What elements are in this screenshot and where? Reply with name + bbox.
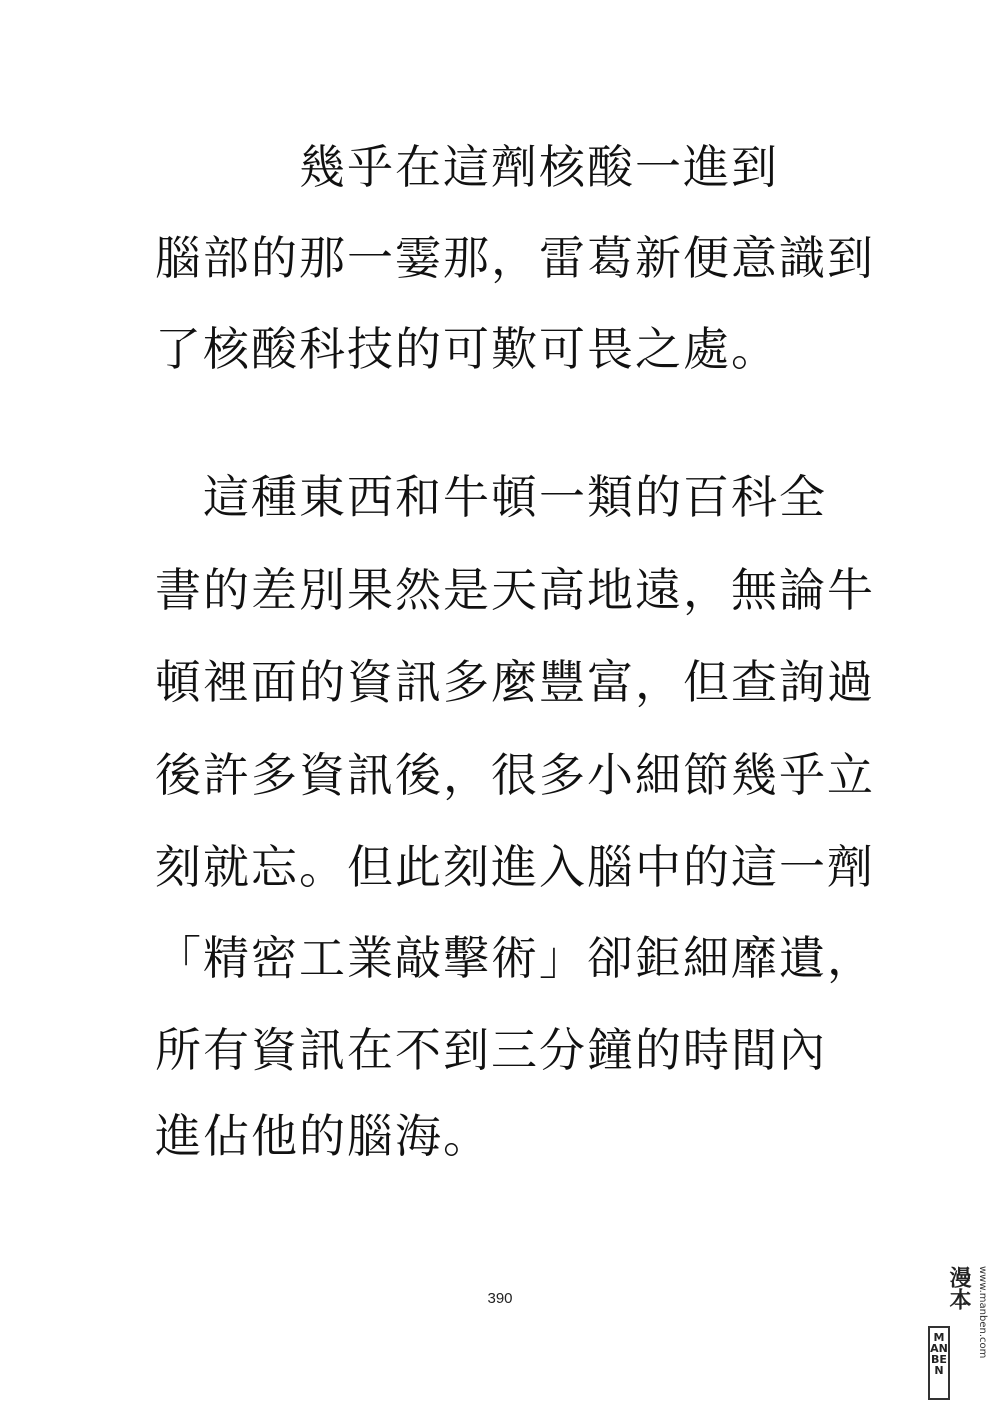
text-line-11: 進佔他的腦海。 [155, 1109, 491, 1163]
text-line-2: 腦部的那一霎那，雷葛新便意識到 [155, 231, 875, 285]
text-line-6: 頓裡面的資訊多麼豐富，但查詢過 [155, 655, 875, 709]
text-line-10: 所有資訊在不到三分鐘的時間內 [155, 1023, 827, 1077]
text-line-4: 這種東西和牛頓一類的百科全 [155, 470, 827, 524]
watermark-box [928, 1326, 950, 1400]
text-line-8: 刻就忘。但此刻進入腦中的這一劑 [155, 840, 875, 894]
text-line-7: 後許多資訊後，很多小細節幾乎立 [155, 748, 875, 802]
text-line-3: 了核酸科技的可歎可畏之處。 [155, 322, 779, 376]
watermark-logo [928, 1262, 990, 1404]
watermark-box-text: MANBEN [930, 1331, 948, 1377]
text-line-1: 幾乎在這劑核酸一進到 [155, 140, 779, 194]
text-line-9: 「精密工業敲擊術」卻鉅細靡遺， [155, 931, 875, 985]
page-number: 390 [487, 1290, 513, 1307]
text-line-5: 書的差別果然是天高地遠，無論牛 [155, 563, 875, 617]
watermark-logo-text: 漫本 [946, 1266, 972, 1310]
watermark-url: www.manben.com [977, 1266, 988, 1359]
